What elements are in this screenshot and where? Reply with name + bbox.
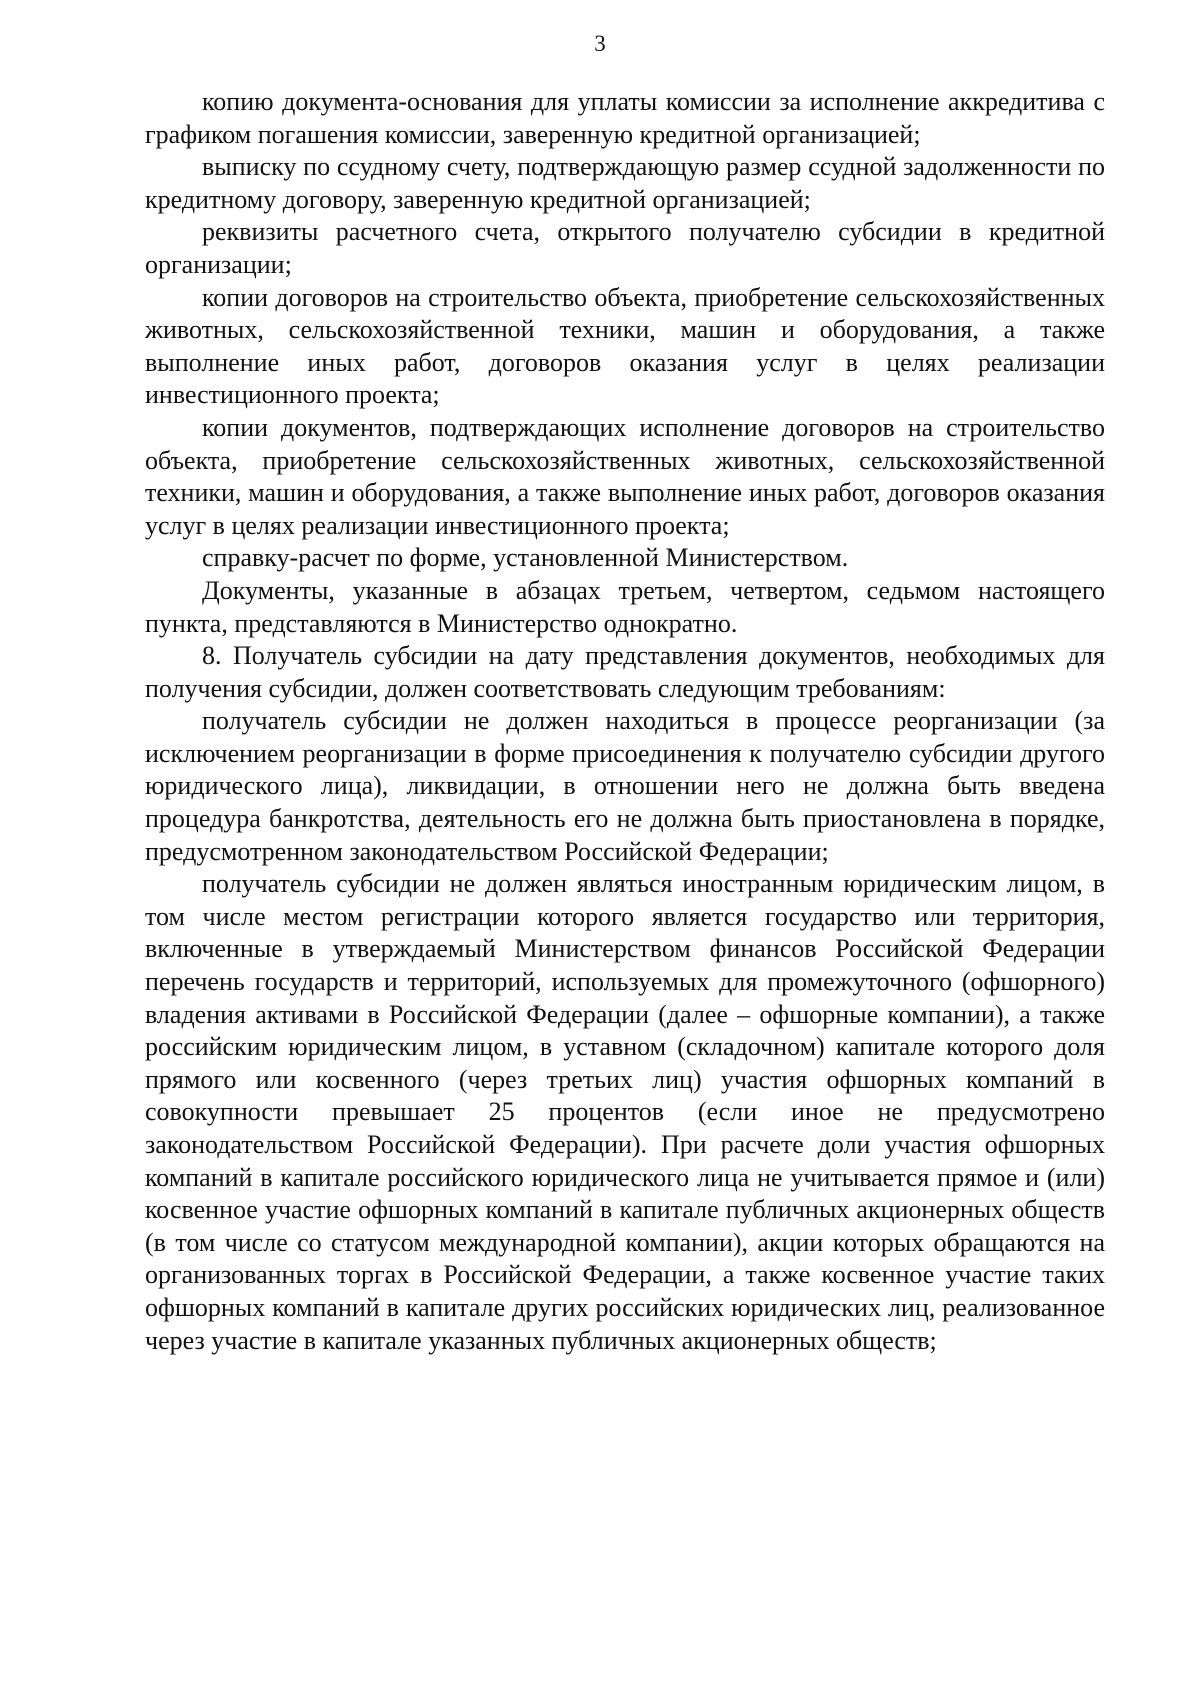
paragraph-loan-account-statement: выписку по ссудному счету, подтверждающую размер ссудной задолженности по кредитному договору, заверенную кредитной организацией; — [145, 152, 1105, 214]
paragraph-no-reorganization: получатель субсидии не должен находиться в процессе реорганизации (за исключением реорганизации в форме присоединения к получателю субсидии другого юридического лица), ликвидации, в отношении него не должна быть введена процедура банкротства, деятельность его не должна быть приостановлена в порядке, предусмотренном законодательством Российской Федерации; — [145, 706, 1105, 866]
page-number: 3 — [594, 31, 606, 56]
paragraph-execution-documents: копии документов, подтверждающих исполнение договоров на строительство объекта, приобретение сельскохозяйственных животных, сельскохозяйственной техники, машин и оборудования, а также выполнение иных работ, договоров оказания услуг в целях реализации инвестиционного проекта; — [145, 412, 1105, 540]
paragraph-item-8: 8. Получатель субсидии на дату представления документов, необходимых для получения субсидии, должен соответствовать следующим требованиям: — [145, 641, 1105, 703]
paragraph-one-time-submission: Документы, указанные в абзацах третьем, четвертом, седьмом настоящего пункта, представляются в Министерство однократно. — [145, 575, 1105, 638]
document-body — [145, 86, 1105, 1357]
paragraph-account-details: реквизиты расчетного счета, открытого получателю субсидии в кредитной организации; — [145, 217, 1105, 279]
paragraph-contract-copies: копии договоров на строительство объекта, приобретение сельскохозяйственных животных, сельскохозяйственной техники, машин и оборудования, а также выполнение иных работ, договоров оказания услуг в целях реализации инвестиционного проекта; — [145, 282, 1105, 410]
paragraph-commission-document: копию документа-основания для уплаты комиссии за исполнение аккредитива с графиком погашения комиссии, заверенную кредитной организацией; — [145, 87, 1105, 149]
paragraph-not-foreign-entity: получатель субсидии не должен являться иностранным юридическим лицом, в том числе местом регистрации которого является государство или территория, включенные в утверждаемый Министерством финансов Российской Федерации перечень государств и территорий, используемых для промежуточного (офшорного) владения активами в Российской Федерации (далее – офшорные компании), а также российским юридическим лицом, в уставном (складочном) капитале которого доля прямого или косвенного (через третьих лиц) участия офшорных компаний в совокупности превышает 25 процентов (если иное не предусмотрено законодательством Российской Федерации). При расчете доли участия офшорных компаний в капитале российского юридического лица не учитывается прямое и (или) косвенное участие офшорных компаний в капитале публичных акционерных обществ (в том числе со статусом международной компании), акции которых обращаются на организованных торгах в Российской Федерации, а также косвенное участие таких офшорных компаний в капитале других российских юридических лиц, реализованное через участие в капитале указанных публичных акционерных обществ; — [145, 869, 1105, 1355]
paragraph-calculation-certificate: справку-расчет по форме, установленной Министерством. — [202, 543, 849, 573]
